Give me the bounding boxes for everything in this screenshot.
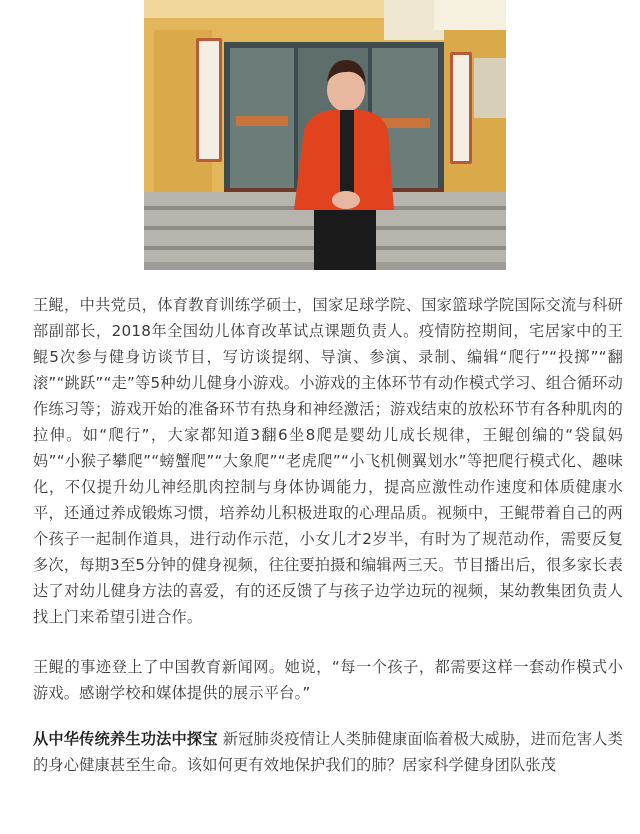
article-paragraph-3-text: 新冠肺炎疫情让人类肺健康面临着极大威胁，进而危害人类的身心健康甚至生命。该如何更有效地保护我们的肺？居家科学健身团队张茂 [33, 730, 623, 774]
portrait-photo [144, 0, 506, 270]
article-body [33, 292, 623, 778]
article-paragraph-1: 王鲲，中共党员，体育教育训练学硕士，国家足球学院、国家篮球学院国际交流与科研部副部长，2018年全国幼儿体育改革试点课题负责人。疫情防控期间，宅居家中的王鲲5次参与健身访谈节目，写访谈提纲、导演、参演、录制、编辑“爬行”“投掷”“翻滚”“跳跃”“走”等5种幼儿健身小游戏。小游戏的主体环节有动作模式学习、组合循环动作练习等；游戏开始的准备环节有热身和神经激活；游戏结束的放松环节有各种肌肉的拉伸。如“爬行”，大家都知道3翻6坐8爬是婴幼儿成长规律，王鲲创编的“袋鼠妈妈”“小猴子攀爬”“螃蟹爬”“大象爬”“老虎爬”“小飞机侧翼划水”等把爬行模式化、趣味化，不仅提升幼儿神经肌肉控制与身体协调能力，提高应激性动作速度和体质健康水平，还通过养成锻炼习惯，培养幼儿积极进取的心理品质。视频中，王鲲带着自己的两个孩子一起制作道具，进行动作示范，小女儿才2岁半，有时为了规范动作，需要反复多次，每期3至5分钟的健身视频，往往要拍摄和编辑两三天。节目播出后，很多家长表达了对幼儿健身方法的喜爱，有的还反馈了与孩子边学边玩的视频，某幼教集团负责人找上门来希望引进合作。 [33, 296, 623, 626]
article-paragraph-3 [33, 726, 623, 778]
portrait-photo-image [144, 0, 506, 270]
section-heading: 从中华传统养生功法中探宝 [33, 730, 218, 748]
article-paragraph-2: 王鲲的事迹登上了中国教育新闻网。她说，“每一个孩子，都需要这样一套动作模式小游戏。感谢学校和媒体提供的展示平台。” [33, 658, 623, 702]
